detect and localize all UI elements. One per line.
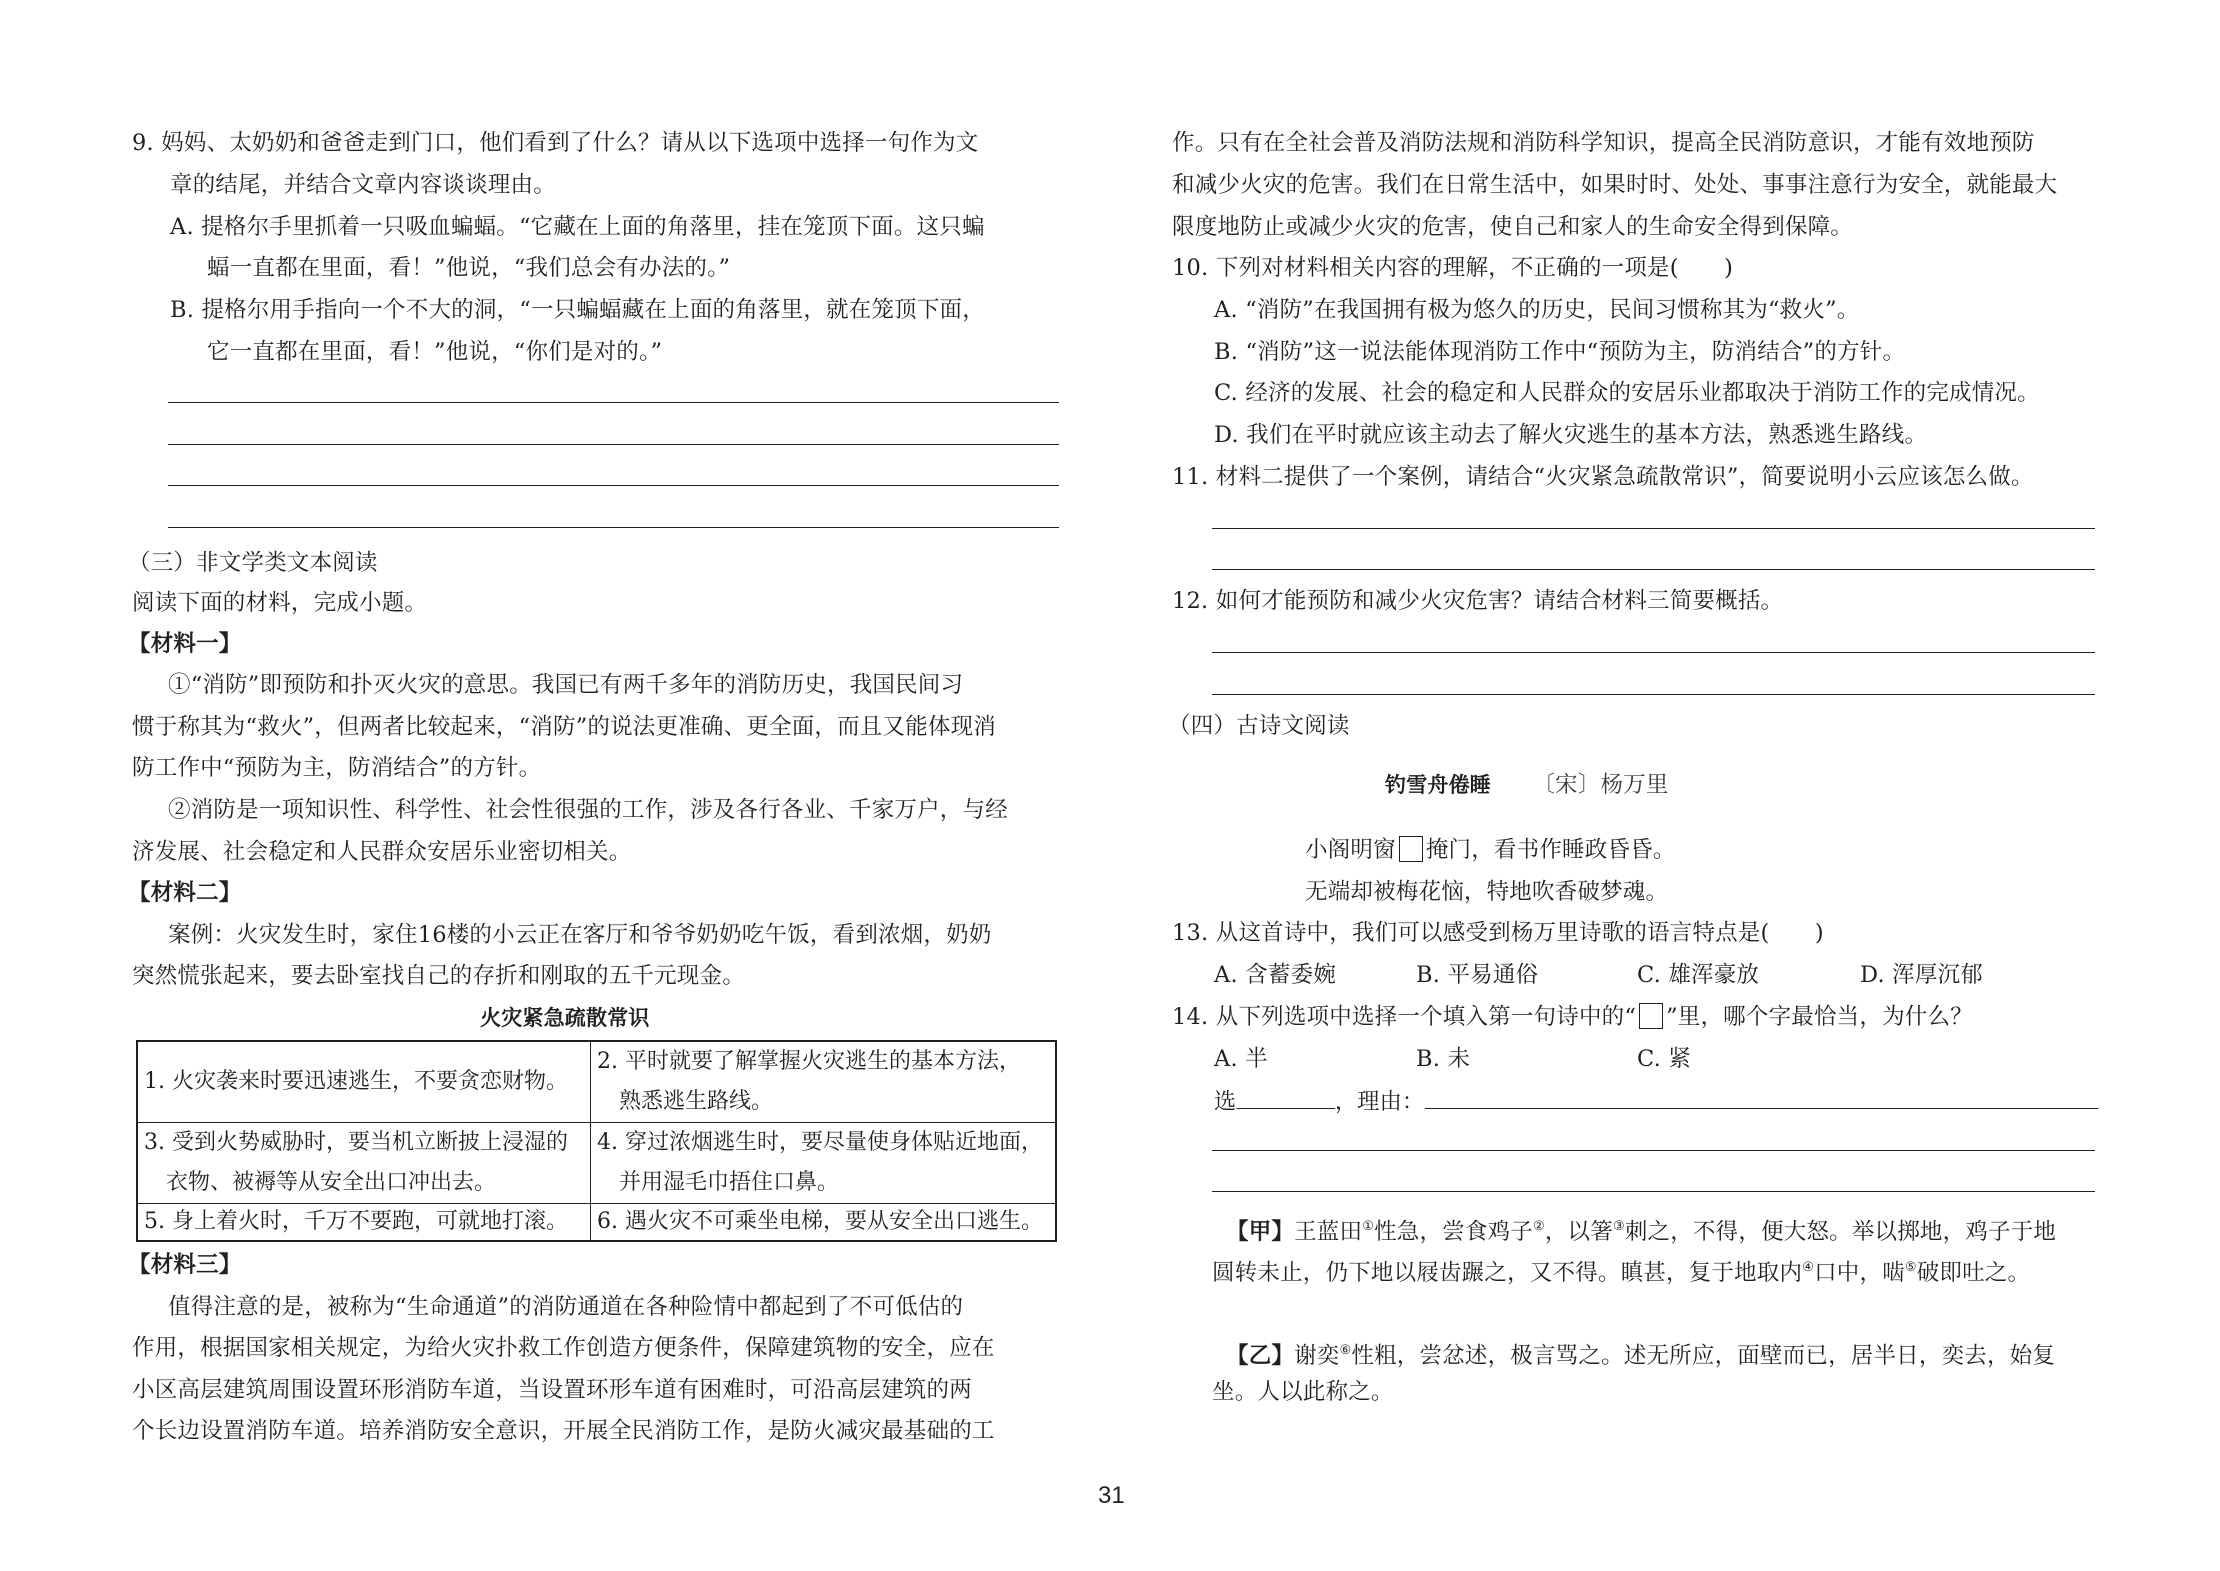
option-a[interactable] [1214, 1044, 1268, 1074]
passage-text: 圆转未止，仍下地以屐齿蹍之，又不得。瞋甚，复于地取内 [1212, 1260, 1803, 1286]
paragraph-line: 个长边设置消防车道。培养消防安全意识，开展全民消防工作，是防火减灾最基础的工 [132, 1418, 995, 1444]
option-label: D. [1860, 962, 1885, 988]
question-stem: ”里，哪个字最恰当，为什么？ [1666, 1004, 1973, 1030]
option-b[interactable] [170, 295, 985, 325]
cell-text: 并用湿毛巾捂住口鼻。 [597, 1170, 840, 1195]
paragraph-line: ①“消防”即预防和扑灭火灾的意思。我国已有两千多年的消防历史，我国民间习 [168, 672, 964, 698]
option-text: 提格尔手里抓着一只吸血蝙蝠。“它藏在上面的角落里，挂在笼顶下面。这只蝙 [201, 214, 985, 240]
section-heading: （三）非文学类文本阅读 [128, 550, 378, 576]
question-13 [1172, 918, 1824, 948]
reason-label: ，理由： [1334, 1089, 1425, 1115]
footnote-marker: ③ [1612, 1219, 1625, 1234]
table-cell [591, 1123, 1057, 1204]
answer-line[interactable] [168, 485, 1059, 486]
question-12 [1172, 586, 1783, 616]
passage-tag: 【甲】 [1226, 1219, 1295, 1245]
question-number: 10. [1172, 255, 1209, 281]
option-label: B. [170, 297, 195, 323]
option-text: 我们在平时就应该主动去了解火灾逃生的基本方法，熟悉逃生路线。 [1246, 422, 1928, 448]
footnote-marker: ① [1362, 1219, 1375, 1234]
answer-line[interactable] [1212, 1191, 2095, 1192]
option-b[interactable] [1416, 960, 1538, 990]
option-text: 紧 [1668, 1046, 1692, 1072]
answer-line[interactable] [168, 527, 1059, 528]
table-cell [591, 1204, 1057, 1241]
cell-text: 衣物、被褥等从安全出口冲出去。 [144, 1170, 497, 1195]
instruction: 阅读下面的材料，完成小题。 [132, 590, 428, 616]
table-cell [137, 1204, 591, 1241]
answer-line[interactable] [1212, 569, 2095, 570]
table-cell [137, 1123, 591, 1204]
cell-text: 3. 受到火势威胁时，要当机立断披上浸湿的 [144, 1130, 568, 1155]
choose-label: 选 [1214, 1089, 1237, 1115]
option-text: 半 [1245, 1046, 1268, 1072]
option-label: B. [1214, 339, 1239, 365]
table-row [137, 1123, 1056, 1204]
option-label: A. [1214, 1046, 1238, 1072]
paragraph-line: 限度地防止或减少火灾的危害，使自己和家人的生命安全得到保障。 [1172, 214, 1854, 240]
question-number: 12. [1172, 588, 1209, 614]
paragraph-line: 和减少火灾的危害。我们在日常生活中，如果时时、处处、事事注意行为安全，就能最大 [1172, 172, 2058, 198]
answer-line[interactable] [1212, 528, 2095, 529]
option-b[interactable] [1416, 1044, 1470, 1074]
question-stem: 下列对材料相关内容的理解，不正确的一项是( ) [1215, 255, 1734, 281]
paragraph-line: 作用，根据国家相关规定，为给火灾扑救工作创造方便条件，保障建筑物的安全，应在 [132, 1335, 995, 1361]
paragraph-line: 案例：火灾发生时，家住16楼的小云正在客厅和爷爷奶奶吃午饭，看到浓烟，奶奶 [168, 922, 992, 948]
question-9-stem-cont: 章的结尾，并结合文章内容谈谈理由。 [170, 172, 556, 198]
answer-line[interactable] [1212, 1150, 2095, 1151]
question-10 [1172, 253, 1733, 283]
poem-line-1 [1305, 835, 1676, 865]
option-label: B. [1416, 1046, 1441, 1072]
passage-yi-line-1 [1226, 1336, 2055, 1371]
option-text: 含蓄委婉 [1245, 962, 1336, 988]
question-number: 9. [132, 130, 154, 156]
option-d[interactable] [1860, 960, 1983, 990]
option-label: B. [1416, 962, 1441, 988]
option-a-cont: 蝠一直都在里面，看！”他说，“我们总会有办法的。” [207, 255, 731, 281]
passage-jia-line-1 [1226, 1212, 2056, 1247]
question-14 [1172, 1002, 1973, 1032]
question-number: 13. [1172, 920, 1209, 946]
paragraph-line: 小区高层建筑周围设置环形消防车道，当设置环形车道有困难时，可沿高层建筑的两 [132, 1377, 972, 1403]
question-stem: 材料二提供了一个案例，请结合“火灾紧急疏散常识”，简要说明小云应该怎么做。 [1215, 464, 2034, 490]
evacuation-table [136, 1040, 1057, 1242]
answer-line[interactable] [1212, 694, 2095, 695]
paragraph-line: 济发展、社会稳定和人民群众安居乐业密切相关。 [132, 839, 632, 865]
question-stem: 妈妈、太奶奶和爸爸走到门口，他们看到了什么？请从以下选项中选择一句作为文 [161, 130, 979, 156]
option-a[interactable] [1214, 960, 1336, 990]
cell-text: 5. 身上着火时，千万不要跑，可就地打滚。 [144, 1208, 568, 1234]
section-heading: （四）古诗文阅读 [1168, 713, 1350, 739]
page-number: 31 [1098, 1482, 1125, 1509]
cell-text: 熟悉逃生路线。 [597, 1089, 774, 1114]
footnote-marker: ④ [1802, 1260, 1815, 1275]
question-stem: 如何才能预防和减少火灾危害？请结合材料三简要概括。 [1215, 588, 1784, 614]
option-label: A. [170, 214, 194, 240]
cell-text: 6. 遇火灾不可乘坐电梯，要从安全出口逃生。 [597, 1208, 1043, 1234]
passage-text: ，以箸 [1544, 1219, 1613, 1245]
option-c[interactable] [1214, 378, 2040, 408]
question-number: 14. [1172, 1004, 1209, 1030]
option-a[interactable] [1214, 295, 1859, 325]
footnote-marker: ② [1532, 1219, 1545, 1234]
question-stem: 从这首诗中，我们可以感受到杨万里诗歌的语言特点是( ) [1215, 920, 1824, 946]
passage-text: 性粗，尝忿述，极言骂之。述无所应，面壁而已，居半日，奕去，始复 [1351, 1343, 2056, 1369]
question-number: 11. [1172, 464, 1209, 490]
option-text: 提格尔用手指向一个不大的洞，“一只蝙蝠藏在上面的角落里，就在笼顶下面， [201, 297, 985, 323]
table-cell [591, 1041, 1057, 1123]
option-c[interactable] [1637, 1044, 1691, 1074]
passage-jia-line-2 [1212, 1253, 2030, 1288]
answer-line[interactable] [168, 402, 1059, 403]
option-b-cont: 它一直都在里面，看！”他说，“你们是对的。” [207, 339, 663, 365]
paragraph-line: 值得注意的是，被称为“生命通道”的消防通道在各种险情中都起到了不可低估的 [168, 1294, 964, 1320]
passage-text: 王蓝田 [1294, 1219, 1363, 1245]
paragraph-line: 作。只有在全社会普及消防法规和消防科学知识，提高全民消防意识，才能有效地预防 [1172, 130, 2035, 156]
blank-box [1639, 1003, 1663, 1029]
poem-author: 〔宋〕杨万里 [1532, 772, 1669, 798]
option-c[interactable] [1637, 960, 1759, 990]
poem-header [1385, 770, 1669, 800]
passage-yi-line-2: 坐。人以此称之。 [1212, 1379, 1394, 1405]
answer-line[interactable] [1212, 652, 2095, 653]
answer-line[interactable] [168, 444, 1059, 445]
option-d[interactable] [1214, 420, 1927, 450]
passage-text: 破即吐之。 [1916, 1260, 2031, 1286]
choice-and-reason [1214, 1086, 2098, 1117]
material-1-title: 【材料一】 [128, 631, 242, 657]
question-11 [1172, 462, 2034, 492]
option-text: 未 [1447, 1046, 1471, 1072]
option-label: C. [1637, 1046, 1661, 1072]
option-text: 雄浑豪放 [1668, 962, 1760, 988]
passage-text: 性急，尝食鸡子 [1374, 1219, 1533, 1245]
option-b[interactable] [1214, 337, 1905, 367]
paragraph-line: ②消防是一项知识性、科学性、社会性很强的工作，涉及各行各业、千家万户，与经 [168, 797, 1008, 823]
option-text: 浑厚沉郁 [1892, 962, 1983, 988]
footnote-marker: ⑤ [1904, 1260, 1917, 1275]
material-2-title: 【材料二】 [128, 880, 242, 906]
question-stem: 从下列选项中选择一个填入第一句诗中的“ [1215, 1004, 1637, 1030]
material-3-title: 【材料三】 [128, 1252, 242, 1278]
passage-tag: 【乙】 [1226, 1343, 1295, 1369]
cell-text: 2. 平时就要了解掌握火灾逃生的基本方法， [597, 1049, 1021, 1074]
poem-text: 掩门，看书作睡政昏昏。 [1425, 837, 1676, 863]
passage-text: 口中，啮 [1814, 1260, 1905, 1286]
passage-text: 刺之，不得，便大怒。举以掷地，鸡子于地 [1624, 1219, 2057, 1245]
option-label: C. [1214, 380, 1238, 406]
table-row [137, 1204, 1056, 1241]
footnote-marker: ⑥ [1339, 1343, 1352, 1358]
poem-title: 钓雪舟倦睡 [1385, 773, 1491, 797]
paragraph-line: 突然慌张起来，要去卧室找自己的存折和刚取的五千元现金。 [132, 963, 745, 989]
choice-blank[interactable] [1236, 1086, 1334, 1109]
option-label: A. [1214, 297, 1238, 323]
cell-text: 1. 火灾袭来时要迅速逃生，不要贪恋财物。 [144, 1069, 568, 1094]
reason-blank[interactable] [1424, 1086, 2098, 1109]
option-label: A. [1214, 962, 1238, 988]
paragraph-line: 防工作中“预防为主，防消结合”的方针。 [132, 755, 542, 781]
option-label: D. [1214, 422, 1239, 448]
question-9 [132, 128, 978, 158]
option-a[interactable] [170, 212, 985, 242]
paragraph-line: 惯于称其为“救火”，但两者比较起来，“消防”的说法更准确、更全面，而且又能体现消 [132, 714, 997, 740]
table-title: 火灾紧急疏散常识 [480, 1006, 650, 1030]
passage-text: 谢奕 [1294, 1343, 1340, 1369]
poem-line-2: 无端却被梅花恼，特地吹香破梦魂。 [1305, 879, 1669, 905]
cell-text: 4. 穿过浓烟逃生时，要尽量使身体贴近地面， [597, 1130, 1043, 1155]
option-text: 平易通俗 [1447, 962, 1539, 988]
option-text: “消防”这一说法能体现消防工作中“预防为主，防消结合”的方针。 [1245, 339, 1906, 365]
table-cell [137, 1041, 591, 1123]
option-text: 经济的发展、社会的稳定和人民群众的安居乐业都取决于消防工作的完成情况。 [1245, 380, 2040, 406]
option-label: C. [1637, 962, 1661, 988]
poem-text: 小阁明窗 [1305, 837, 1396, 863]
blank-box[interactable] [1399, 836, 1423, 862]
option-text: “消防”在我国拥有极为悠久的历史，民间习惯称其为“救火”。 [1245, 297, 1860, 323]
table-row [137, 1041, 1056, 1123]
